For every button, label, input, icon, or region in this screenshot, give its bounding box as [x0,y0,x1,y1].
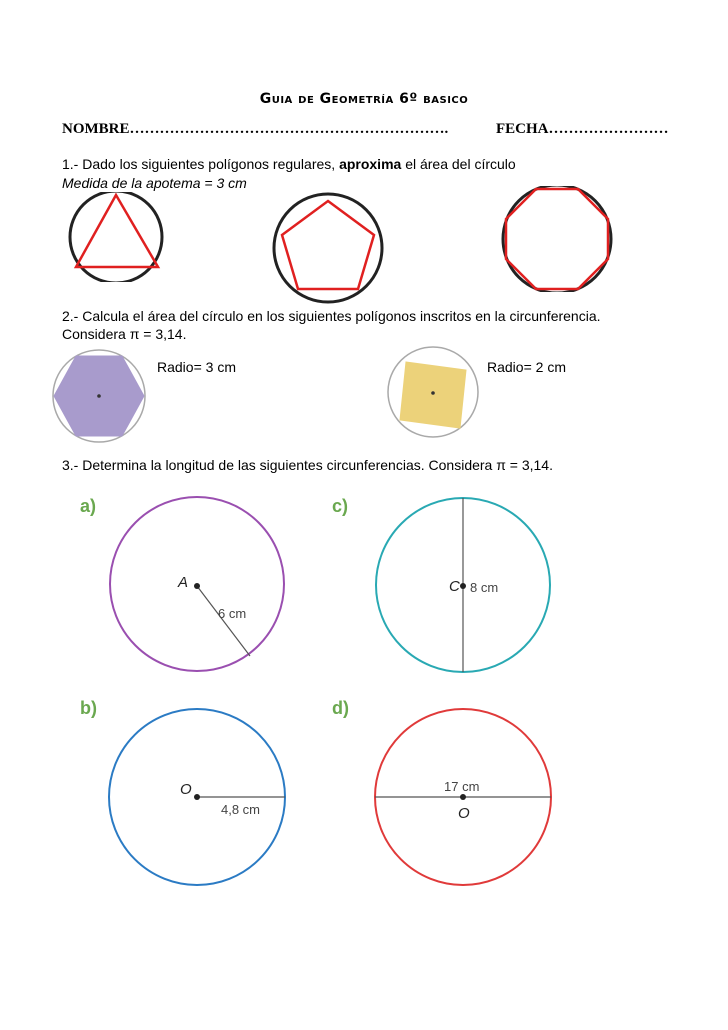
circle-c-figure [330,492,560,677]
circle-c-point-label: C [449,578,460,595]
circle-c-center [460,583,466,589]
triangle-shape [76,195,158,267]
center-dot [97,394,101,398]
octagon-in-circle-figure [498,186,616,292]
circle-d-letter: d) [332,698,349,718]
date-field-line: FECHA…………………… [496,121,669,137]
question-1-text [62,156,516,172]
circle-b-letter: b) [80,698,97,718]
page-title: Guia de Geometría 6º basico [259,91,469,107]
circle-outline [70,192,162,282]
pentagon-in-circle-figure [270,192,386,306]
q1-bold: aproxima [339,156,402,172]
octagon-shape [506,189,608,289]
circle-a-figure [68,492,288,677]
question-2-line-2: Considera π = 3,14. [62,326,187,342]
question-1-note: Medida de la apotema = 3 cm [62,175,247,191]
circle-b-measure: 4,8 cm [221,802,261,817]
circle-outline [274,194,382,302]
circle-b-point-label: O [180,781,192,798]
circle-c-letter: c) [332,496,349,516]
square-radius-label: Radio= 2 cm [487,359,566,375]
circle-d-point-label: O [458,805,470,822]
circle-b-center [194,794,200,800]
circle-a-letter: a) [80,496,97,516]
circle-d-center [460,794,466,800]
circle-a-point-label: A [178,574,189,591]
circle-a-measure: 6 cm [218,606,247,621]
circle-outline [503,186,611,292]
pentagon-shape [282,201,374,289]
square-shape [400,362,466,428]
question-3-text: 3.- Determina la longitud de las siguientes circunferencias. Considera π = 3,14. [62,457,553,473]
name-field-line: NOMBRE………………………………………………………. [62,121,449,137]
triangle-in-circle-figure [62,192,172,282]
hexagon-radius-label: Radio= 3 cm [157,359,236,375]
circle-a-radius [197,586,250,656]
circle-b-figure [68,692,288,892]
circle-d-figure [330,692,560,892]
square-in-circle-figure [386,346,482,442]
hexagon-in-circle-figure [50,347,150,447]
circle-c-measure: 8 cm [470,580,499,595]
center-dot [431,391,435,395]
question-2-line-1: 2.- Calcula el área del círculo en los siguientes polígonos inscritos en la circunferencia. [62,308,601,324]
q1-suffix: el área del círculo [401,156,516,172]
circle-a-center [194,583,200,589]
circle-d-measure: 17 cm [444,779,480,794]
q1-prefix: 1.- Dado los siguientes polígonos regulares, [62,156,340,172]
